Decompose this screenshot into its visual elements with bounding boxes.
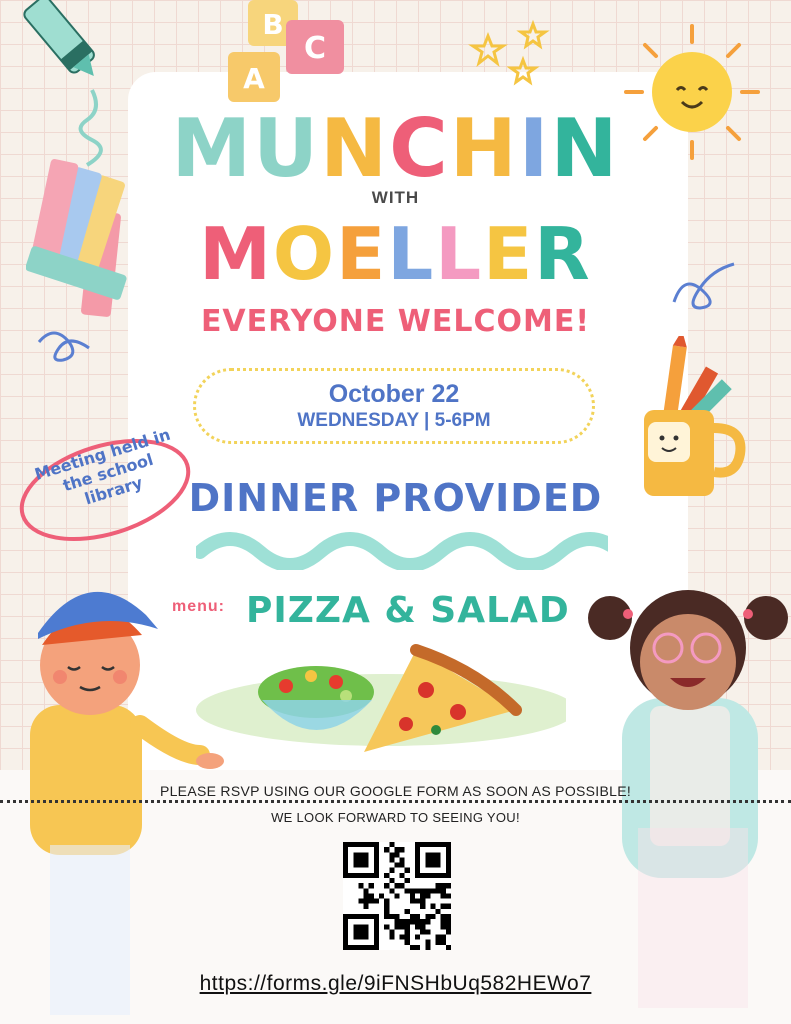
title-moeller-letter: O <box>272 212 337 296</box>
meeting-location-note: Meeting held in the school library <box>32 424 173 509</box>
title-moeller-letter: M <box>199 212 273 296</box>
menu-label: menu: <box>172 598 225 615</box>
title-connector: WITH <box>371 188 420 207</box>
tagline: EVERYONE WELCOME! <box>200 304 591 339</box>
date-box <box>193 368 595 444</box>
salad-and-pizza-illustration <box>186 640 566 766</box>
block-letter-c: C <box>303 31 327 66</box>
title-moeller-letter: E <box>336 212 388 296</box>
title-moeller-letter: E <box>483 212 535 296</box>
title-moeller-letter: R <box>534 212 592 296</box>
rsvp-closing: WE LOOK FORWARD TO SEEING YOU! <box>271 810 520 825</box>
title-munchin-letter: M <box>171 102 254 195</box>
dinner-heading: DINNER PROVIDED <box>188 476 603 520</box>
title-munchin-letter: H <box>449 102 519 195</box>
title-moeller-letter: L <box>387 212 436 296</box>
title-munchin-letter: N <box>320 102 390 195</box>
abc-blocks-icon <box>224 0 354 110</box>
title-munchin-letter: I <box>518 102 551 195</box>
title-moeller-letter: L <box>435 212 484 296</box>
rsvp-instruction: PLEASE RSVP USING OUR GOOGLE FORM AS SOON AS POSSIBLE! <box>159 783 632 799</box>
stars-icon <box>468 18 558 98</box>
menu-items: PIZZA & SALAD <box>246 590 570 631</box>
zigzag-divider <box>196 530 608 570</box>
event-date: October 22 <box>328 380 460 408</box>
title-munchin-letter: U <box>253 102 321 195</box>
qr-code-icon[interactable] <box>343 842 451 950</box>
title-munchin-letter: C <box>389 102 450 195</box>
rsvp-form-link[interactable]: https://forms.gle/9iFNSHbUq582HEWo7 <box>199 972 592 995</box>
title-line-munchin <box>0 104 791 194</box>
event-day-time: WEDNESDAY | 5-6PM <box>297 410 491 431</box>
title-munchin-letter: N <box>550 102 620 195</box>
block-letter-a: A <box>243 62 265 95</box>
dotted-divider <box>0 800 791 803</box>
block-letter-b: B <box>262 8 284 41</box>
title-line-moeller <box>0 214 791 294</box>
